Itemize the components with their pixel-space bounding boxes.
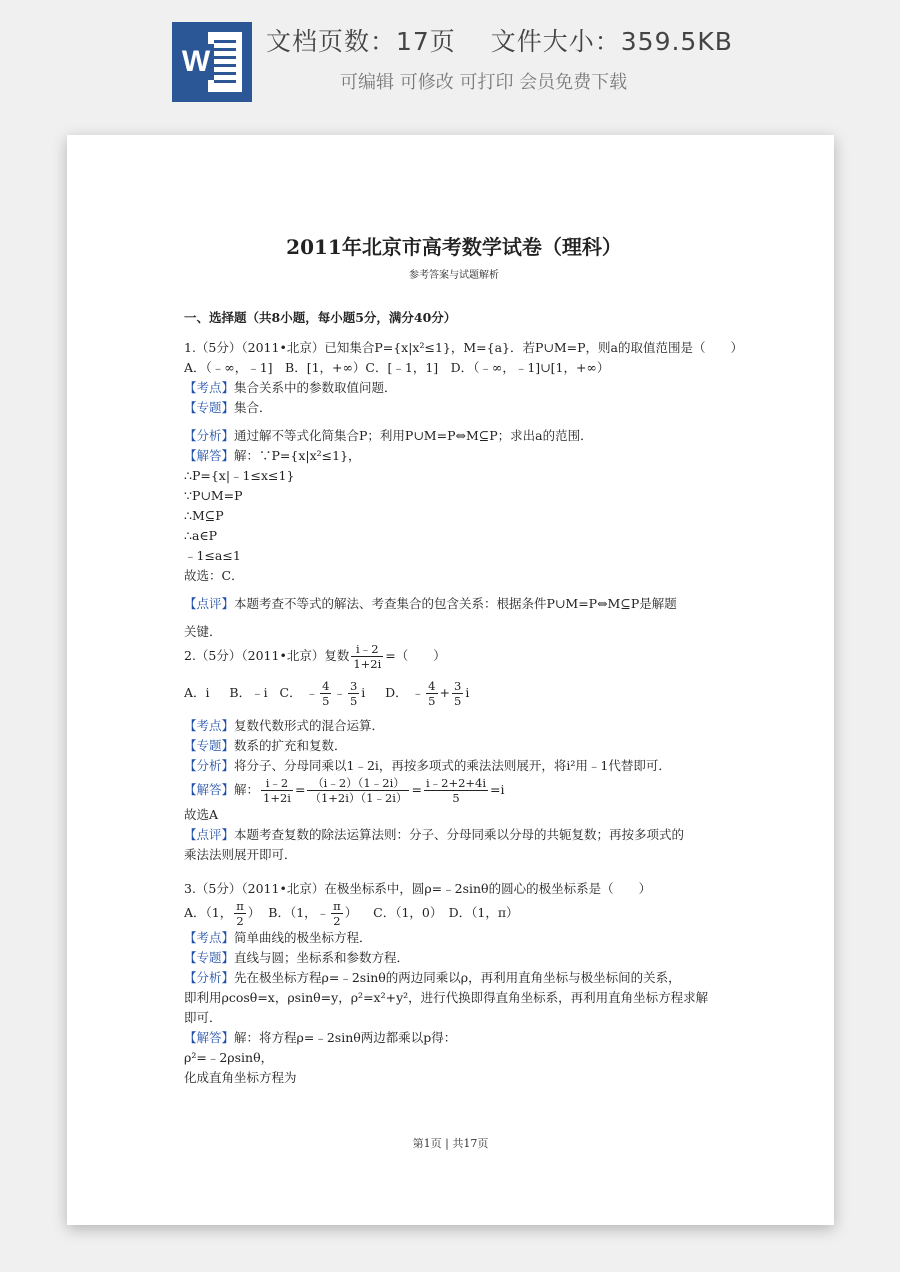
q1-kaodian <box>184 378 724 398</box>
q2-opt-d-frac1 <box>426 679 437 708</box>
q2-opt-d-sign: ﹣ <box>411 685 425 700</box>
frac-num: 4 <box>428 679 436 693</box>
frac-den: （1+2i）（1﹣2i） <box>309 791 408 805</box>
frac-num: π <box>236 899 244 913</box>
equals-sign: = <box>294 782 306 797</box>
page-subtitle: 参考答案与试题解析 <box>409 270 499 281</box>
page-content <box>184 231 744 1088</box>
q3-options <box>184 899 724 928</box>
q1-zhuanti <box>184 398 724 418</box>
q2-opt-c-mid: ﹣ <box>333 685 346 700</box>
frac-num: π <box>333 899 341 913</box>
tag-zhuanti: 【专题】 <box>184 738 235 753</box>
q2-sol-frac3 <box>424 776 488 805</box>
word-icon <box>172 22 252 102</box>
q2-answer: 故选A <box>184 807 219 822</box>
equals-sign: = <box>411 782 422 797</box>
q2-opt-b: B．﹣i <box>229 685 268 700</box>
q3-fenxi <box>184 968 724 988</box>
q2-jieda-text: 解： <box>234 782 260 797</box>
tag-jieda: 【解答】 <box>184 782 235 797</box>
frac-den: 5 <box>349 694 358 708</box>
q2-jieda <box>184 776 724 805</box>
q3-opt-b-end: ） <box>344 905 358 920</box>
q2-stem-num: i﹣2 <box>351 642 383 657</box>
tag-zhuanti: 【专题】 <box>184 950 235 965</box>
q3-step: ρ²=﹣2ρsinθ， <box>184 1050 274 1065</box>
q1-options: A．（﹣∞，﹣1] B．[1，+∞）C．[﹣1，1] D．（﹣∞，﹣1]∪[1，+∞） <box>184 360 610 375</box>
q2-sol-frac2 <box>307 776 409 805</box>
q2-opt-a: A．i <box>184 685 210 700</box>
q3-opt-a: A．（1， <box>184 905 233 920</box>
tag-jieda: 【解答】 <box>184 1030 235 1045</box>
q2-opt-c-frac1 <box>320 679 331 708</box>
q2-stem-den: 1+2i <box>353 657 382 671</box>
frac-den: 5 <box>453 694 462 708</box>
frac-num: 3 <box>349 679 358 693</box>
frac-den: 5 <box>452 791 460 805</box>
q3-zhuanti <box>184 948 724 968</box>
q3-step: 化成直角坐标方程为 <box>184 1070 297 1085</box>
q2-opt-d-frac2 <box>452 679 463 708</box>
q3-opt-a-end: ） <box>247 905 261 920</box>
q1-kaodian-text: 集合关系中的参数取值问题． <box>234 380 397 395</box>
q3-zhuanti-text: 直线与圆；坐标系和参数方程． <box>234 950 410 965</box>
q2-sol-frac1 <box>261 776 293 805</box>
page-footer: 第1页 | 共17页 <box>412 1137 489 1150</box>
frac-num: 4 <box>322 679 330 693</box>
download-banner <box>0 0 900 125</box>
q3-fenxi-text: 先在极坐标方程ρ=﹣2sinθ的两边同乘以ρ，再利用直角坐标与极坐标间的关系， <box>234 970 681 985</box>
q1-dianping-text: 本题考查不等式的解法、考查集合的包含关系：根据条件P∪M=P⇔M⊆P是解题 <box>234 596 677 611</box>
q2-kaodian <box>184 716 724 736</box>
frac-num: i﹣2 <box>261 776 293 791</box>
frac-den: 2 <box>236 914 244 928</box>
q2-sol-end: =i <box>490 782 505 797</box>
q1-step: ﹣1≤a≤1 <box>184 548 241 563</box>
q2-opt-c-frac2 <box>348 679 359 708</box>
q2-opt-d-mid: + <box>439 685 450 700</box>
q2-stem-post: =（ ） <box>385 648 446 663</box>
q3-fenxi-cont: 即可． <box>184 1010 222 1025</box>
q3-jieda <box>184 1028 724 1048</box>
banner-subtitle: 可编辑 可修改 可打印 会员免费下载 <box>340 72 628 93</box>
q2-dianping-cont: 乘法法则展开即可． <box>184 847 297 862</box>
tag-fenxi: 【分析】 <box>184 758 235 773</box>
q2-zhuanti-text: 数系的扩充和复数． <box>234 738 347 753</box>
section-heading: 一、选择题（共8小题，每小题5分，满分40分） <box>184 310 457 325</box>
q2-opt-d-i: i <box>465 685 470 700</box>
q1-dianping <box>184 594 724 614</box>
q2-opt-c: C． <box>279 685 302 700</box>
q1-step: ∵P∪M=P <box>184 488 243 503</box>
q1-step: ∴M⊆P <box>184 508 224 523</box>
q2-opt-d: D． <box>385 685 408 700</box>
q2-dianping-text: 本题考查复数的除法运算法则：分子、分母同乘以分母的共轭复数；再按多项式的 <box>234 827 685 842</box>
frac-num: i﹣2+2+4i <box>425 776 487 790</box>
q3-opt-b: B．（1，﹣ <box>268 905 330 920</box>
frac-num: 3 <box>453 679 462 693</box>
q2-opt-c-sign: ﹣ <box>305 685 319 700</box>
q3-jieda-text: 解：将方程ρ=﹣2sinθ两边都乘以p得： <box>234 1030 457 1045</box>
tag-zhuanti: 【专题】 <box>184 400 235 415</box>
q1-jieda-text: 解：∵P={x|x²≤1}， <box>234 448 361 463</box>
q3-kaodian-text: 简单曲线的极坐标方程． <box>234 930 372 945</box>
tag-dianping: 【点评】 <box>184 827 235 842</box>
q1-step: ∴a∈P <box>184 528 218 543</box>
tag-fenxi: 【分析】 <box>184 428 235 443</box>
banner-title: 文档页数：17页 文件大小：359.5KB <box>266 27 733 56</box>
page-title: 2011年北京市高考数学试卷（理科） <box>286 235 622 259</box>
q1-jieda <box>184 446 724 466</box>
q2-stem-fraction <box>351 642 383 671</box>
q1-fenxi <box>184 426 724 446</box>
q2-stem-pre: 2.（5分）（2011•北京）复数 <box>184 648 350 663</box>
q1-step: ∴P={x|﹣1≤x≤1} <box>184 468 295 483</box>
tag-kaodian: 【考点】 <box>184 930 235 945</box>
q3-fenxi-cont: 即利用ρcosθ=x，ρsinθ=y，ρ²=x²+y²，进行代换即得直角坐标系，再利用直角坐标方程求解 <box>184 990 709 1005</box>
tag-dianping: 【点评】 <box>184 596 235 611</box>
q3-stem: 3.（5分）（2011•北京）在极坐标系中，圆ρ=﹣2sinθ的圆心的极坐标系是（ ） <box>184 881 652 896</box>
frac-den: 5 <box>322 694 330 708</box>
tag-kaodian: 【考点】 <box>184 718 235 733</box>
q2-fenxi-text: 将分子、分母同乘以1﹣2i，再按多项式的乘法法则展开，将i²用﹣1代替即可． <box>234 758 671 773</box>
q2-fenxi <box>184 756 724 776</box>
frac-den: 5 <box>428 694 436 708</box>
q1-fenxi-text: 通过解不等式化简集合P；利用P∪M=P⇔M⊆P；求出a的范围． <box>234 428 593 443</box>
q1-answer: 故选：C． <box>184 568 244 583</box>
tag-kaodian: 【考点】 <box>184 380 235 395</box>
q2-dianping <box>184 825 724 845</box>
q2-options <box>184 679 724 708</box>
tag-fenxi: 【分析】 <box>184 970 235 985</box>
frac-den: 2 <box>333 914 341 928</box>
q2-kaodian-text: 复数代数形式的混合运算． <box>234 718 385 733</box>
document-page <box>67 135 834 1225</box>
q2-opt-c-i: i <box>361 685 366 700</box>
q3-opt-cd: C．（1，0） D．（1，π） <box>373 905 519 920</box>
q3-opt-b-frac <box>331 899 343 928</box>
q2-stem <box>184 642 724 671</box>
q3-opt-a-frac <box>234 899 246 928</box>
q1-zhuanti-text: 集合． <box>234 400 272 415</box>
tag-jieda: 【解答】 <box>184 448 235 463</box>
q1-dianping-cont: 关键． <box>184 624 222 639</box>
q1-stem: 1.（5分）（2011•北京）已知集合P={x|x²≤1}，M={a}．若P∪M=P，则a的取值范围是（ ） <box>184 340 744 355</box>
frac-den: 1+2i <box>263 791 291 805</box>
frac-num: （i﹣2）（1﹣2i） <box>307 776 409 791</box>
q2-zhuanti <box>184 736 724 756</box>
word-letter: W <box>178 44 214 80</box>
q3-kaodian <box>184 928 724 948</box>
